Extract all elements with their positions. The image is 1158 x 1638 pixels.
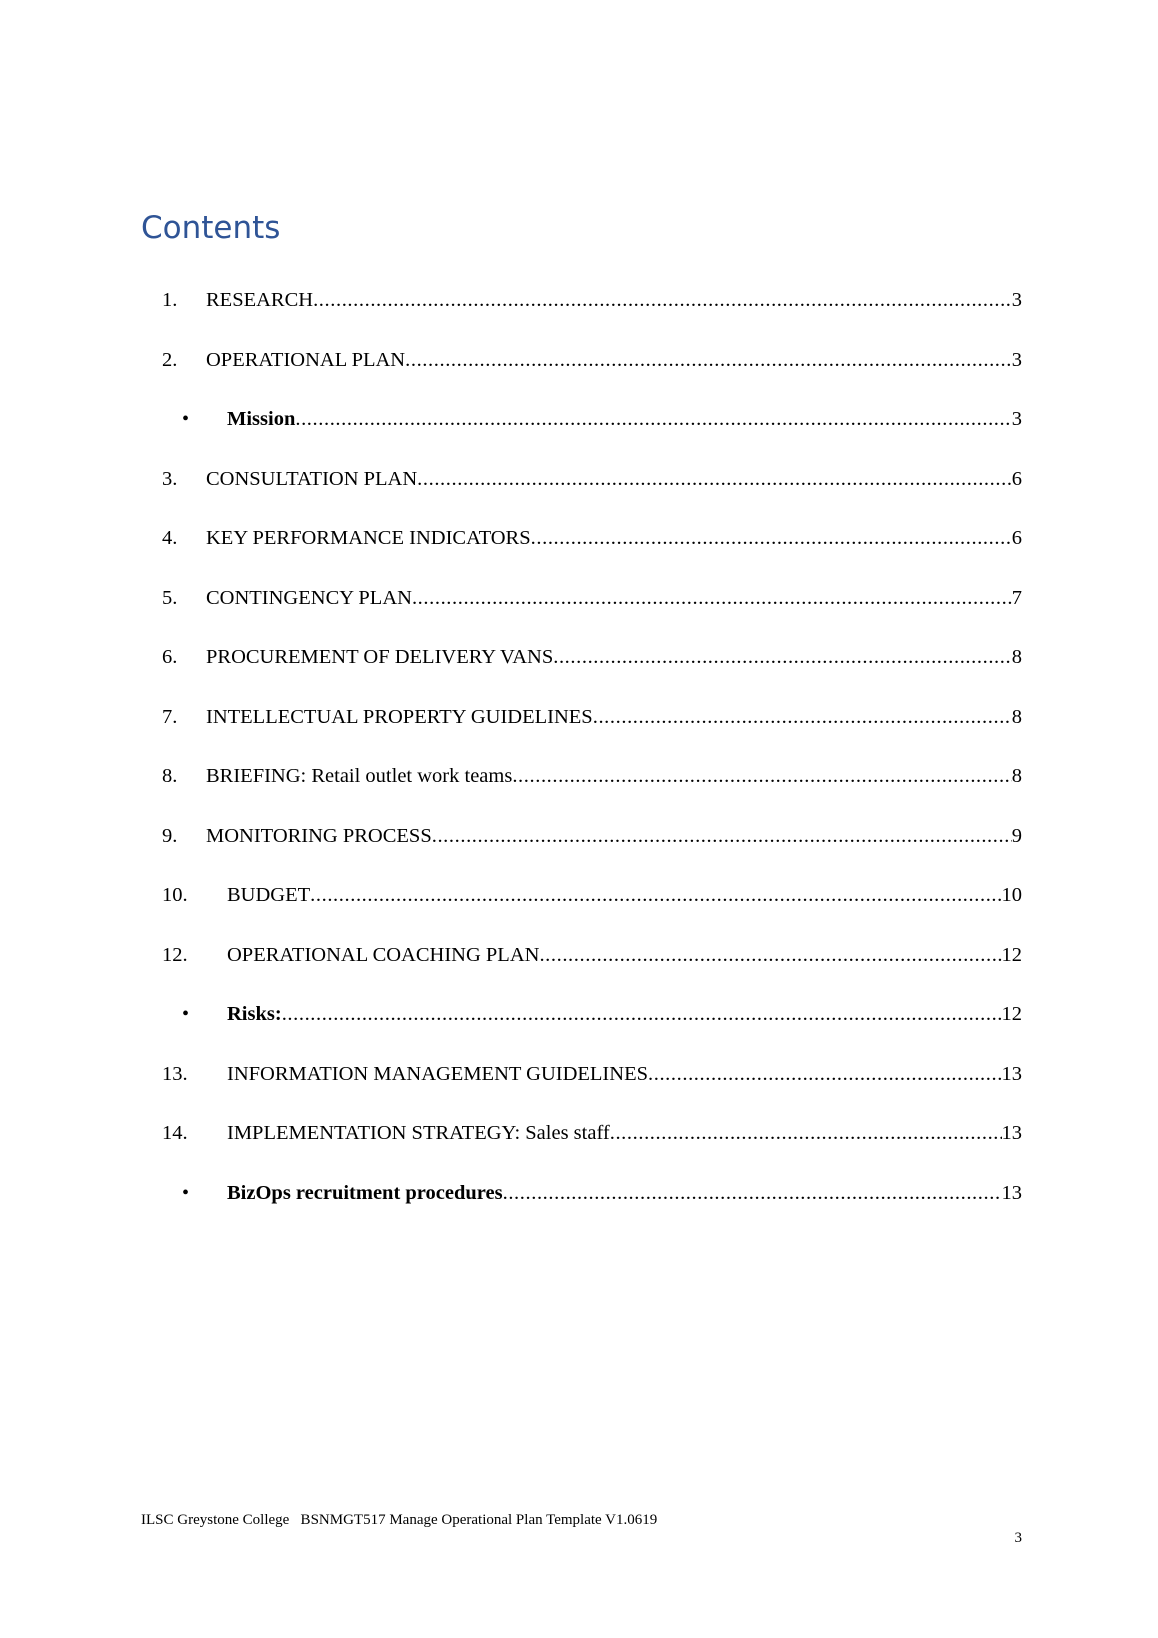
- toc-leader-dots: [593, 702, 1012, 732]
- toc-leader-dots: [512, 761, 1011, 791]
- toc-number: 9.: [162, 824, 178, 847]
- toc-number: 7.: [162, 705, 178, 728]
- toc-entry-ip-guidelines[interactable]: [162, 702, 1022, 762]
- toc-entry-procurement[interactable]: [162, 642, 1022, 702]
- toc-leader-dots: [610, 1118, 1002, 1148]
- toc-label[interactable]: BUDGET: [227, 884, 311, 906]
- toc-line[interactable]: [206, 523, 1022, 553]
- toc-leader-dots: [539, 940, 1001, 970]
- toc-label[interactable]: OPERATIONAL COACHING PLAN: [227, 943, 540, 966]
- toc-number: 12.: [162, 943, 188, 966]
- toc-entry-recruitment[interactable]: [162, 1178, 1022, 1238]
- toc-entry-implementation[interactable]: [162, 1118, 1022, 1178]
- toc-number: 10.: [162, 884, 188, 906]
- toc-page-number[interactable]: 13: [1001, 1122, 1022, 1144]
- toc-label[interactable]: Risks:: [227, 1003, 282, 1025]
- toc-leader-dots: [503, 1178, 1002, 1208]
- toc-leader-dots: [648, 1059, 1002, 1089]
- footer-text: ILSC Greystone College BSNMGT517 Manage Operational Plan Template V1.0619: [141, 1512, 658, 1528]
- toc-label[interactable]: INFORMATION MANAGEMENT GUIDELINES: [227, 1062, 648, 1085]
- toc-label[interactable]: INTELLECTUAL PROPERTY GUIDELINES: [206, 705, 593, 728]
- toc-page-number[interactable]: 12: [1001, 943, 1022, 966]
- toc-number: 5.: [162, 586, 178, 609]
- bullet-icon: •: [182, 1181, 190, 1204]
- footer-page-number: 3: [1014, 1530, 1022, 1546]
- toc-line[interactable]: [206, 285, 1022, 315]
- toc-page-number[interactable]: 10: [1001, 884, 1022, 906]
- toc-line[interactable]: [227, 1118, 1022, 1148]
- toc-line[interactable]: [227, 999, 1022, 1029]
- toc-leader-dots: [412, 583, 1012, 613]
- bullet-icon: •: [182, 408, 190, 430]
- toc-line[interactable]: [227, 404, 1022, 434]
- toc-leader-dots: [417, 464, 1012, 494]
- toc-page-number[interactable]: 12: [1001, 1003, 1022, 1025]
- toc-leader-dots: [310, 880, 1001, 910]
- toc-page-number[interactable]: 13: [1001, 1181, 1022, 1204]
- toc-leader-dots: [295, 404, 1011, 434]
- toc-leader-dots: [313, 285, 1012, 315]
- toc-entry-risks[interactable]: [162, 999, 1022, 1059]
- toc-leader-dots: [405, 345, 1012, 375]
- toc-entry-mission[interactable]: [162, 404, 1022, 464]
- toc-page-number[interactable]: 7: [1011, 586, 1022, 609]
- toc-page-number[interactable]: 9: [1011, 824, 1022, 847]
- page-title: Contents: [141, 210, 281, 246]
- toc-line[interactable]: [227, 1059, 1022, 1089]
- toc-line[interactable]: [206, 464, 1022, 494]
- toc-line[interactable]: [206, 821, 1022, 851]
- toc-label[interactable]: BRIEFING: Retail outlet work teams: [206, 765, 513, 787]
- toc-number: 13.: [162, 1062, 188, 1085]
- toc-label[interactable]: RESEARCH: [206, 289, 314, 311]
- toc-page-number[interactable]: 3: [1011, 408, 1022, 430]
- toc-number: 8.: [162, 765, 178, 787]
- toc-entry-contingency-plan[interactable]: [162, 583, 1022, 643]
- bullet-icon: •: [182, 1003, 190, 1025]
- toc-page-number[interactable]: 8: [1011, 765, 1022, 787]
- toc-line[interactable]: [227, 1178, 1022, 1208]
- toc-line[interactable]: [206, 583, 1022, 613]
- toc-leader-dots: [432, 821, 1012, 851]
- toc-line[interactable]: [206, 702, 1022, 732]
- toc-page-number[interactable]: 8: [1011, 705, 1022, 728]
- toc-leader-dots: [553, 642, 1012, 672]
- toc-number: 6.: [162, 646, 178, 668]
- toc-page-number[interactable]: 13: [1001, 1062, 1022, 1085]
- toc-leader-dots: [531, 523, 1012, 553]
- toc-line[interactable]: [206, 345, 1022, 375]
- toc-label[interactable]: IMPLEMENTATION STRATEGY: Sales staff: [227, 1122, 610, 1144]
- toc-label[interactable]: CONSULTATION PLAN: [206, 467, 418, 490]
- toc-line[interactable]: [227, 880, 1022, 910]
- toc-line[interactable]: [206, 761, 1022, 791]
- toc-number: 2.: [162, 348, 178, 371]
- toc-label[interactable]: BizOps recruitment procedures: [227, 1181, 503, 1204]
- toc-entry-coaching-plan[interactable]: [162, 940, 1022, 1000]
- toc-label[interactable]: MONITORING PROCESS: [206, 824, 432, 847]
- toc-number: 1.: [162, 289, 178, 311]
- toc-page-number[interactable]: 3: [1011, 348, 1022, 371]
- toc-line[interactable]: [206, 642, 1022, 672]
- toc-label[interactable]: Mission: [227, 408, 296, 430]
- toc-label[interactable]: CONTINGENCY PLAN: [206, 586, 412, 609]
- toc-entry-budget[interactable]: [162, 880, 1022, 940]
- toc-label[interactable]: PROCUREMENT OF DELIVERY VANS: [206, 646, 554, 668]
- toc-page-number[interactable]: 6: [1011, 527, 1022, 549]
- toc-leader-dots: [282, 999, 1002, 1029]
- toc-label[interactable]: OPERATIONAL PLAN: [206, 348, 406, 371]
- toc-number: 3.: [162, 467, 178, 490]
- toc-page-number[interactable]: 3: [1011, 289, 1022, 311]
- toc-label[interactable]: KEY PERFORMANCE INDICATORS: [206, 527, 531, 549]
- toc-entry-monitoring[interactable]: [162, 821, 1022, 881]
- toc-line[interactable]: [227, 940, 1022, 970]
- toc-entry-briefing[interactable]: [162, 761, 1022, 821]
- toc-entry-operational-plan[interactable]: [162, 345, 1022, 405]
- toc-page-number[interactable]: 6: [1011, 467, 1022, 490]
- toc-entry-consultation-plan[interactable]: [162, 464, 1022, 524]
- toc-entry-kpis[interactable]: [162, 523, 1022, 583]
- table-of-contents: [162, 285, 1022, 1237]
- toc-page-number[interactable]: 8: [1011, 646, 1022, 668]
- toc-number: 4.: [162, 527, 178, 549]
- toc-entry-info-management[interactable]: [162, 1059, 1022, 1119]
- toc-entry-research[interactable]: [162, 285, 1022, 345]
- toc-number: 14.: [162, 1122, 188, 1144]
